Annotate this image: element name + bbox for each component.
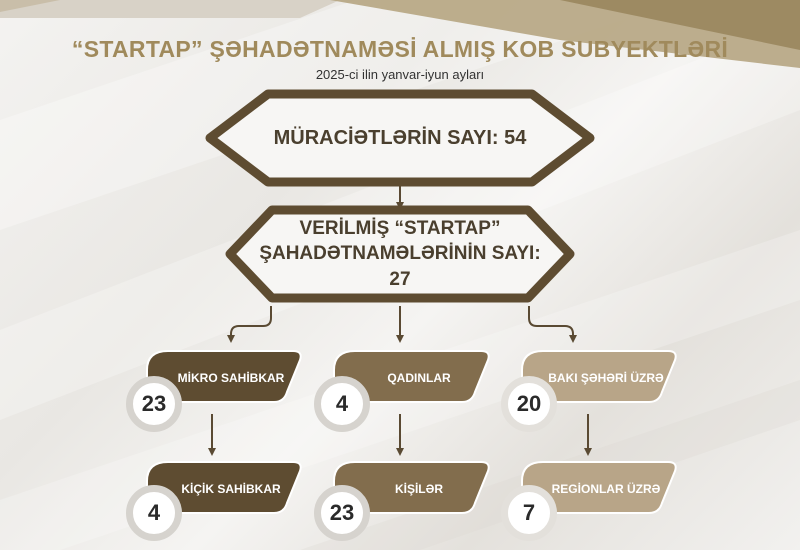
kisiler-label: KİŞİLƏR — [394, 482, 444, 496]
applications-label: MÜRACİƏTLƏRİN SAYI: 54 — [273, 126, 527, 149]
kicik-sahibkar-label: KİÇİK SAHİBKAR — [181, 482, 281, 496]
regionlar-label: REGİONLAR ÜZRƏ — [551, 482, 661, 496]
mikro-sahibkar-label: MİKRO SAHİBKAR — [177, 371, 285, 385]
regionlar-value: 7 — [501, 485, 557, 541]
page-title: “STARTAP” ŞƏHADƏTNAMƏSİ ALMIŞ KOB SUBYEKTLƏRİ — [71, 36, 729, 62]
issued-label — [258, 217, 542, 290]
kicik-sahibkar-value: 4 — [126, 485, 182, 541]
page-subtitle: 2025-ci ilin yanvar-iyun ayları — [315, 67, 485, 82]
baki-label: BAKI ŞƏHƏRİ ÜZRƏ — [548, 371, 664, 385]
kisiler-value: 23 — [314, 485, 370, 541]
issued-label-line2: ŞAHADƏTNAMƏLƏRİNİN SAYI: 27 — [259, 243, 541, 290]
baki-value: 20 — [501, 376, 557, 432]
qadinlar-value: 4 — [314, 376, 370, 432]
qadinlar-label: QADINLAR — [387, 371, 451, 385]
mikro-sahibkar-value: 23 — [126, 376, 182, 432]
issued-label-line1: VERİLMİŞ “STARTAP” — [299, 217, 501, 239]
